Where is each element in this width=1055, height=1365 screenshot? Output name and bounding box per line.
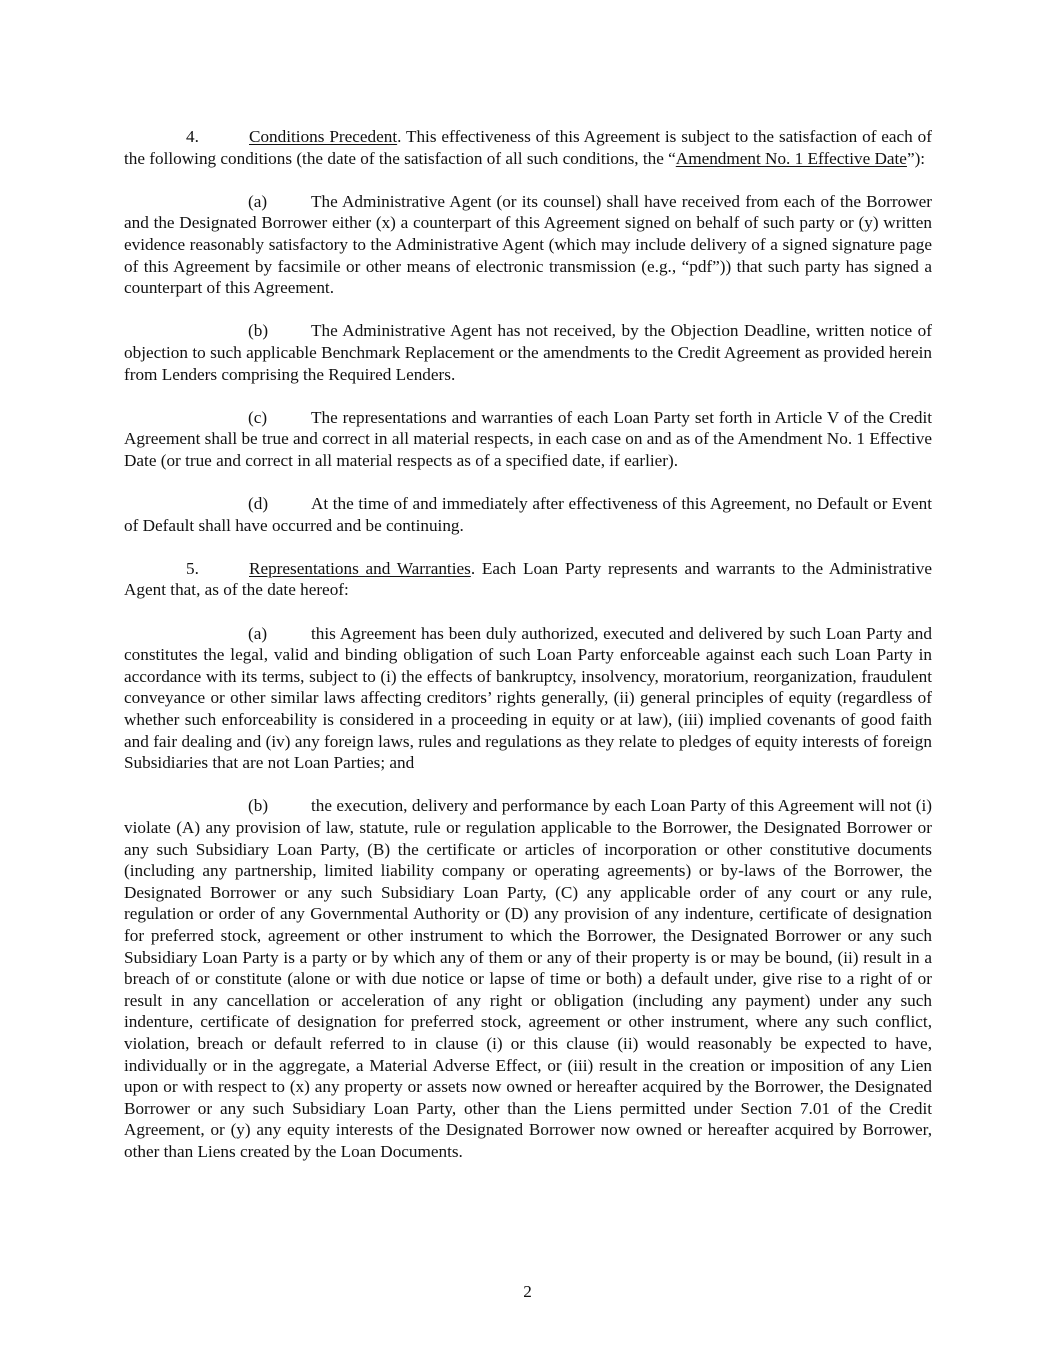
clause-4d [124,493,932,536]
clause-5a [124,623,932,774]
clause-label: (c) [248,407,268,427]
clause-4a [124,191,932,299]
clause-text: The Administrative Agent (or its counsel) shall have received from each of the Borrower and the Designated Borrower either (x) a counterpart of this Agreement signed on behalf of such party or (y) written evidence reasonably satisfactory to the Administrative Agent (which may include delivery of a signed signature page of this Agreement by facsimile or other means of electronic transmission (e.g., “pdf”)) that such party has signed a counterpart of this Agreement. [124,191,932,298]
clause-text: The Administrative Agent has not received, by the Objection Deadline, written notice of objection to such applicable Benchmark Replacement or the amendments to the Credit Agreement as provided herein from Lenders comprising the Required Lenders. [124,321,932,384]
document-page [124,126,932,1184]
section-text: . This effectiveness of this Agreement is subject to the satisfaction of each of the following conditions (the date of the satisfaction of all such conditions, the “ [124,127,932,168]
section-number: 4. [186,127,199,146]
clause-label: (d) [248,494,269,514]
clause-4c [124,407,932,472]
section-4-paragraph [124,126,932,169]
page-number: 2 [523,1282,532,1301]
section-number: 5. [186,558,199,578]
section-text-end: ”): [906,148,926,168]
clause-label: (a) [248,191,268,211]
clause-text: the execution, delivery and performance by each Loan Party of this Agreement will not (i) violate (A) any provision of law, statute, rule or regulation applicable to the Borrower, the Designated Borrower or any such Subsidiary Loan Party, (B) the certificate or articles of incorporation or other constitutive documents (including any partnership, limited liability company or operating agreements) or by-laws of the Borrower, the Designated Borrower or any such Subsidiary Loan Party, (C) any applicable order of any court or any rule, regulation or order of any Governmental Authority or (D) any provision of any indenture, certificate of designation for preferred stock, agreement or other instrument to which the Borrower, the Designated Borrower or any such Subsidiary Loan Party is a party or by which any of them or any of their property is or may be bound, (ii) result in a breach of or constitute (alone or with due notice or lapse of time or both) a default under, give rise to a right of or result in any cancellation or acceleration of any right or obligation (including any payment) under any such indenture, certificate of designation for preferred stock, agreement or other instrument, where any such conflict, violation, breach or default referred to in clause (i) or this clause (ii) would reasonably be expected to have, individually or in the aggregate, a Material Adverse Effect, or (iii) result in the creation or imposition of any Lien upon or with respect to (x) any property or assets now owned or hereafter acquired by the Borrower, the Designated Borrower or any such Subsidiary Loan Party, other than the Liens permitted under Section 7.01 of the Credit Agreement, or (y) any equity interests of the Designated Borrower now owned or hereafter acquired by Borrower, other than Liens created by the Loan Documents. [124,796,932,1161]
clause-4b [124,320,932,385]
defined-term: Amendment No. 1 Effective Date [675,148,907,168]
clause-5b [124,795,932,1162]
section-text: . Each Loan Party represents and warrants to the Administrative Agent that, as of the date hereof: [124,558,933,600]
clause-text: At the time of and immediately after effectiveness of this Agreement, no Default or Event of Default shall have occurred and be continuing. [124,494,932,535]
section-heading: Conditions Precedent [249,127,398,146]
clause-text: The representations and warranties of each Loan Party set forth in Article V of the Credit Agreement shall be true and correct in all material respects, in each case on and as of the Amendment No. 1 Effective Date (or true and correct in all material respects as of a specified date, if earlier). [124,407,932,470]
clause-label: (a) [248,623,268,643]
section-heading: Representations and Warranties [249,558,471,578]
clause-text: this Agreement has been duly authorized, executed and delivered by such Loan Party and constitutes the legal, valid and binding obligation of such Loan Party enforceable against each such Loan Party in accordance with its terms, subject to (i) the effects of bankruptcy, insolvency, moratorium, reorganization, fraudulent conveyance or other similar laws affecting creditors’ rights generally, (ii) general principles of equity (regardless of whether such enforceability is considered in a proceeding in equity or at law), (iii) implied covenants of good faith and fair dealing and (iv) any foreign laws, rules and regulations as they relate to pledges of equity interests of foreign Subsidiaries that are not Loan Parties; and [124,623,932,773]
clause-label: (b) [248,321,269,341]
section-5-paragraph [124,558,932,601]
clause-label: (b) [248,796,269,816]
